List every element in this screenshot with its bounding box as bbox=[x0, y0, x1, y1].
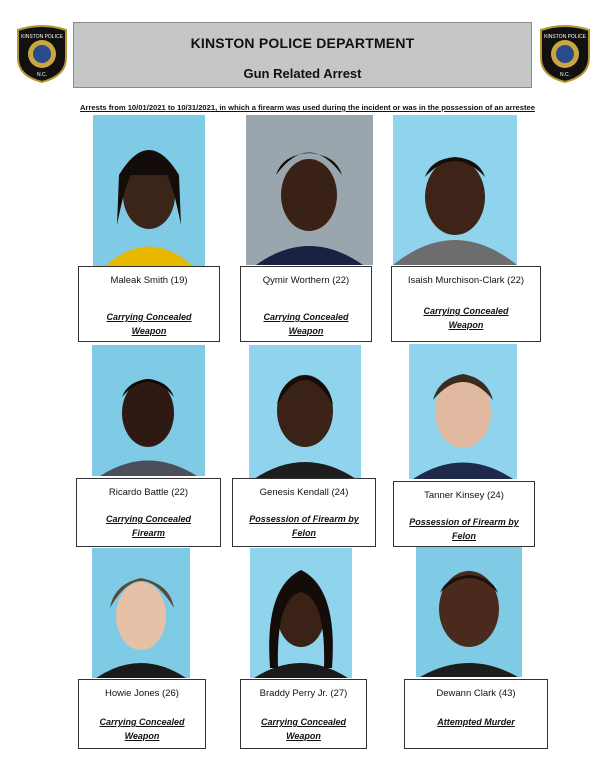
arrestee-card bbox=[391, 266, 541, 342]
arrestee-card bbox=[78, 679, 206, 749]
svg-text:KINSTON POLICE: KINSTON POLICE bbox=[544, 34, 586, 40]
arrestee-charge: Carrying Concealed Weapon bbox=[99, 717, 185, 741]
arrestee-name: Maleak Smith (19) bbox=[110, 275, 188, 286]
arrestee-charge: Carrying Concealed Weapon bbox=[263, 312, 349, 336]
arrestee-card bbox=[240, 266, 372, 342]
svg-text:N.C.: N.C. bbox=[560, 72, 570, 78]
arrestee-card bbox=[232, 478, 376, 547]
arrestee-charge: Possession of Firearm by Felon bbox=[409, 517, 519, 541]
arrestee-charge: Attempted Murder bbox=[437, 717, 515, 727]
arrestee-name: Howie Jones (26) bbox=[105, 688, 179, 699]
arrestee-charge: Carrying Concealed Weapon bbox=[423, 306, 509, 330]
mugshot-photo bbox=[249, 345, 361, 479]
arrestee-card bbox=[76, 478, 221, 547]
police-badge-logo-left bbox=[14, 24, 70, 84]
arrestee-card bbox=[78, 266, 220, 342]
mugshot-photo bbox=[246, 115, 373, 265]
header-banner bbox=[73, 22, 532, 88]
arrestee-card bbox=[240, 679, 367, 749]
page-title: KINSTON POLICE DEPARTMENT bbox=[190, 35, 415, 51]
arrestee-charge: Carrying Concealed Firearm bbox=[105, 514, 192, 538]
mugshot-photo bbox=[92, 548, 190, 678]
date-range-caption: Arrests from 10/01/2021 to 10/31/2021, in which a firearm was used during the incident or was in the possession of an arrestee bbox=[80, 103, 535, 112]
arrestee-charge: Carrying Concealed Weapon bbox=[260, 717, 347, 741]
mugshot-photo bbox=[92, 345, 205, 476]
arrestee-name: Isaish Murchison-Clark (22) bbox=[407, 275, 525, 286]
svg-text:N.C.: N.C. bbox=[37, 72, 47, 78]
police-badge-logo-right bbox=[537, 24, 593, 84]
arrestee-card bbox=[393, 481, 535, 547]
mugshot-photo bbox=[409, 344, 517, 479]
arrestee-name: Dewann Clark (43) bbox=[436, 688, 516, 699]
page-subtitle: Gun Related Arrest bbox=[243, 66, 362, 81]
arrestee-name: Qymir Worthern (22) bbox=[262, 275, 350, 286]
arrestee-charge: Carrying Concealed Weapon bbox=[106, 312, 192, 336]
mugshot-photo bbox=[416, 547, 522, 677]
arrestee-charge: Possession of Firearm by Felon bbox=[249, 514, 359, 538]
svg-text:KINSTON POLICE: KINSTON POLICE bbox=[21, 34, 63, 40]
arrestee-name: Braddy Perry Jr. (27) bbox=[259, 688, 348, 699]
arrestee-name: Tanner Kinsey (24) bbox=[424, 490, 504, 501]
mugshot-photo bbox=[250, 548, 352, 678]
mugshot-photo bbox=[393, 115, 517, 265]
arrestee-card bbox=[404, 679, 548, 749]
arrestee-name: Ricardo Battle (22) bbox=[108, 487, 189, 498]
arrestee-name: Genesis Kendall (24) bbox=[259, 487, 349, 498]
mugshot-photo bbox=[93, 115, 205, 268]
